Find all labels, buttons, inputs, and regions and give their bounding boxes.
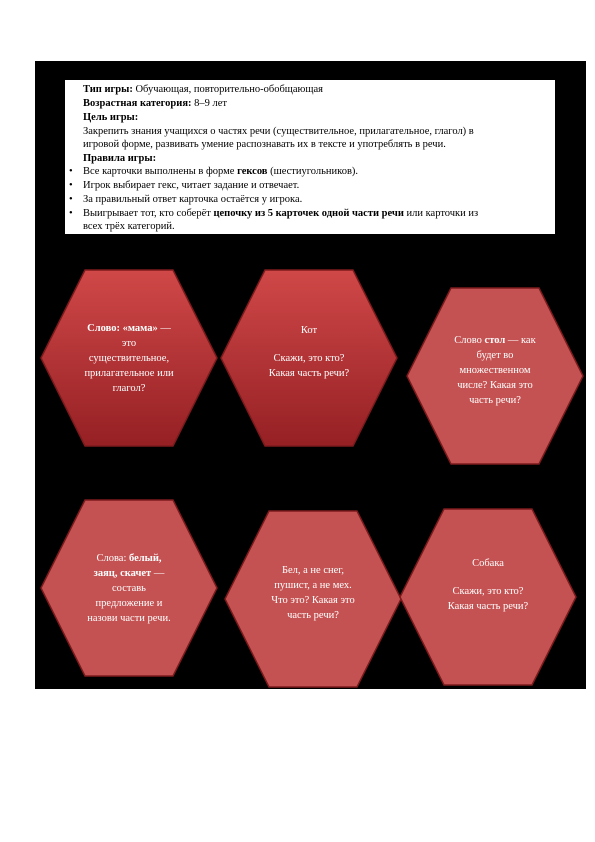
rule-item-1	[65, 165, 547, 178]
card4-line1-bold: белый,	[128, 552, 162, 564]
age-value: 8–9 лет	[191, 98, 227, 109]
rule4-text-d: всех трёх категорий.	[83, 221, 175, 232]
hex-card-stol[interactable]	[406, 287, 584, 465]
card4-line5: назови части речи.	[87, 612, 171, 624]
hex-card-sobaka-text	[421, 496, 555, 674]
rule1-text-a: Все карточки выполнены в форме	[83, 166, 238, 177]
rules-list	[65, 165, 547, 234]
goal-text-2: игровой форме, развивать умение распознавать их в тексте и употреблять в речи.	[83, 139, 446, 150]
age-line	[83, 97, 547, 110]
hex-card-sobaka[interactable]	[399, 508, 577, 686]
age-label: Возрастная категория:	[83, 98, 192, 109]
rule1-text-c: (шестиугольников).	[267, 166, 359, 177]
card4-line2-bold: заяц, скачет	[93, 567, 152, 579]
hex-card-kot-text	[242, 263, 376, 441]
hex-card-mama-text	[62, 269, 196, 447]
card3-line1-c: — как	[505, 334, 536, 346]
card5-line4: часть речи?	[287, 610, 339, 621]
card1-line3: существительное,	[88, 352, 170, 364]
hex-card-belyi[interactable]	[40, 499, 218, 677]
goal-label-text: Цель игры:	[83, 112, 139, 123]
rules-label	[83, 152, 547, 165]
card2-line3: Какая часть речи?	[268, 368, 350, 379]
goal-label	[83, 111, 547, 124]
rule4-text-c: или карточки из	[403, 208, 479, 219]
card4-line3: составь	[112, 582, 146, 594]
card6-line2: Скажи, это кто?	[452, 586, 524, 597]
card3-line4: числе? Какая это	[457, 379, 533, 391]
card5-line2: пушист, а не мех.	[274, 580, 352, 591]
hex-card-riddle[interactable]	[224, 510, 402, 688]
rule-item-2: • Игрок выбирает гекс, читает задание и отвечает.	[65, 179, 547, 192]
hex-card-riddle-text	[246, 504, 380, 682]
card3-line1-a: Слово	[454, 334, 485, 346]
game-type-label: Тип игры:	[83, 84, 133, 95]
hex-card-mama[interactable]	[40, 269, 218, 447]
game-info-box	[65, 80, 555, 234]
card3-line2: будет во	[476, 349, 514, 361]
card4-line1-a: Слова:	[96, 552, 129, 564]
card1-line1-rest: —	[157, 322, 171, 334]
card6-line3: Какая часть речи?	[447, 601, 529, 612]
rule1-text-b: гексов	[237, 166, 268, 177]
rule4-text-b: цепочку из 5 карточек одной части речи	[213, 208, 404, 219]
card1-line4: прилагательное или	[84, 367, 174, 379]
hex-card-belyi-text	[62, 499, 196, 677]
card5-line3: Что это? Какая это	[271, 595, 355, 606]
card4-line1	[96, 551, 161, 566]
hex-card-stol-text	[428, 281, 562, 459]
card3-line3: множественном	[459, 364, 531, 376]
card1-line1-bold: Слово: «мама»	[87, 322, 158, 334]
card4-line2-rest: —	[151, 567, 165, 579]
rule-item-3: • За правильный ответ карточка остаётся у игрока.	[65, 193, 547, 206]
rules-label-text: Правила игры:	[83, 153, 157, 164]
card1-line2: это	[121, 337, 137, 349]
game-type-line	[83, 83, 547, 96]
card3-line1	[454, 333, 535, 348]
card1-line5: глагол?	[112, 382, 146, 394]
rule4-text-a: Выигрывает тот, кто соберёт	[83, 208, 214, 219]
rule-item-4	[65, 207, 547, 233]
card4-line2	[94, 566, 165, 581]
card2-line2: Скажи, это кто?	[273, 353, 345, 364]
card5-line1: Бел, а не снег,	[281, 565, 345, 576]
card3-line5: часть речи?	[469, 394, 521, 406]
card2-line1: Кот	[300, 325, 318, 336]
goal-text-1: Закрепить знания учащихся о частях речи (существительное, прилагательное, глагол) в	[83, 126, 474, 137]
card3-line1-bold: стол	[484, 334, 506, 346]
game-type-value: Обучающая, повторительно-обобщающая	[132, 84, 323, 95]
card1-line1	[87, 321, 171, 336]
card6-line1: Собака	[472, 558, 504, 569]
hex-card-kot[interactable]	[220, 269, 398, 447]
card4-line4: предложение и	[95, 597, 163, 609]
